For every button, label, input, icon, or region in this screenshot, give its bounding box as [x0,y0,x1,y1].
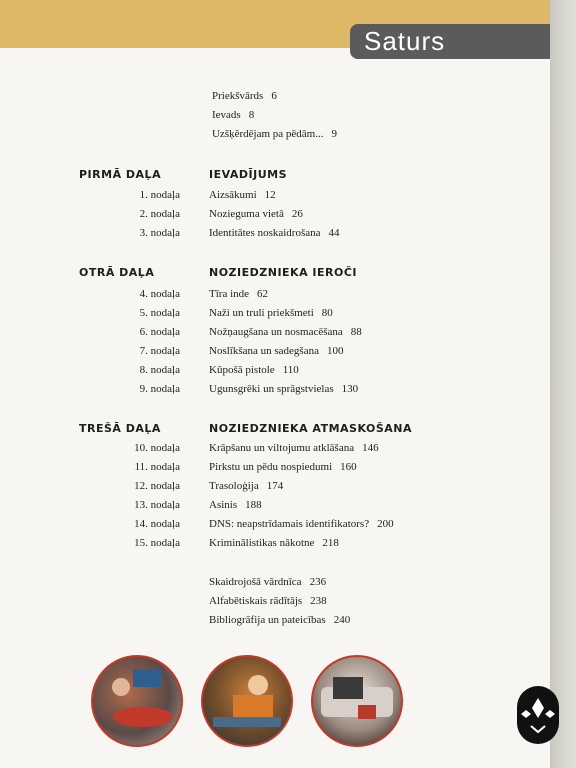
chapter-title: Pirkstu un pēdu nospiedumi 160 [209,461,357,473]
toc-entry: Priekšvārds 6 [212,90,277,102]
investigator-illustration-icon [203,657,291,745]
chapter-title: Naži un truli priekšmeti 80 [209,307,333,319]
chapter-number: 13. nodaļa [134,499,180,511]
diamond-ornament-icon [517,686,559,744]
chapter-title: Ugunsgrēki un sprāgstvielas 130 [209,383,359,395]
chapter-number: 2. nodaļa [139,208,180,220]
chapter-number: 8. nodaļa [139,364,180,376]
page-title: Saturs [364,26,446,56]
chapter-number: 3. nodaļa [139,227,180,239]
part-label: PIRMĀ DAĻA [79,168,162,181]
toc-entry: Ievads 8 [212,109,255,121]
victim-illustration-icon [93,657,181,745]
chapter-number: 1. nodaļa [139,189,180,201]
part-name: NOZIEDZNIEKA ATMASKOŠANA [209,422,413,435]
chapter-number: 5. nodaļa [139,307,180,319]
chapter-number: 4. nodaļa [139,288,180,300]
chapter-title: Trasoloģija 174 [209,480,284,492]
part-label: OTRĀ DAĻA [79,266,155,279]
page-edge [550,0,576,768]
chapter-title: Identitātes noskaidrošana 44 [209,227,340,239]
chapter-title: Krāpšanu un viltojumu atklāšana 146 [209,442,379,454]
chapter-title: Kūpošā pistole 110 [209,364,299,376]
chapter-number: 14. nodaļa [134,518,180,530]
part-name: IEVADĪJUMS [209,168,288,181]
toc-entry: Bibliogrāfija un pateicības 240 [209,614,351,626]
investigator-photo [201,655,293,747]
chapter-title: Nožņaugšana un nosmacēšana 88 [209,326,362,338]
car-wreck-photo [311,655,403,747]
chapter-number: 7. nodaļa [139,345,180,357]
part-name: NOZIEDZNIEKA IEROČI [209,266,358,279]
chapter-title: Aizsākumi 12 [209,189,276,201]
chapter-number: 9. nodaļa [139,383,180,395]
chapter-number: 15. nodaļa [134,537,180,549]
chapter-title: Noslīkšana un sadegšana 100 [209,345,344,357]
crime-scene-photo [91,655,183,747]
toc-entry: Skaidrojošā vārdnīca 236 [209,576,327,588]
part-label: TREŠĀ DAĻA [79,422,161,435]
chapter-number: 10. nodaļa [134,442,180,454]
chapter-title: Nozieguma vietā 26 [209,208,303,220]
section-tab [350,24,550,59]
chapter-title: DNS: neapstrīdamais identifikators? 200 [209,518,394,530]
chapter-title: Asinis 188 [209,499,262,511]
car-illustration-icon [313,657,401,745]
chapter-number: 11. nodaļa [134,461,180,473]
toc-entry: Uzšķērdējam pa pēdām... 9 [212,128,337,140]
chapter-number: 6. nodaļa [139,326,180,338]
chapter-title: Tīra inde 62 [209,288,269,300]
toc-entry: Alfabētiskais rādītājs 238 [209,595,327,607]
chapter-number: 12. nodaļa [134,480,180,492]
chapter-title: Kriminālistikas nākotne 218 [209,537,339,549]
watermark-logo [517,686,559,744]
